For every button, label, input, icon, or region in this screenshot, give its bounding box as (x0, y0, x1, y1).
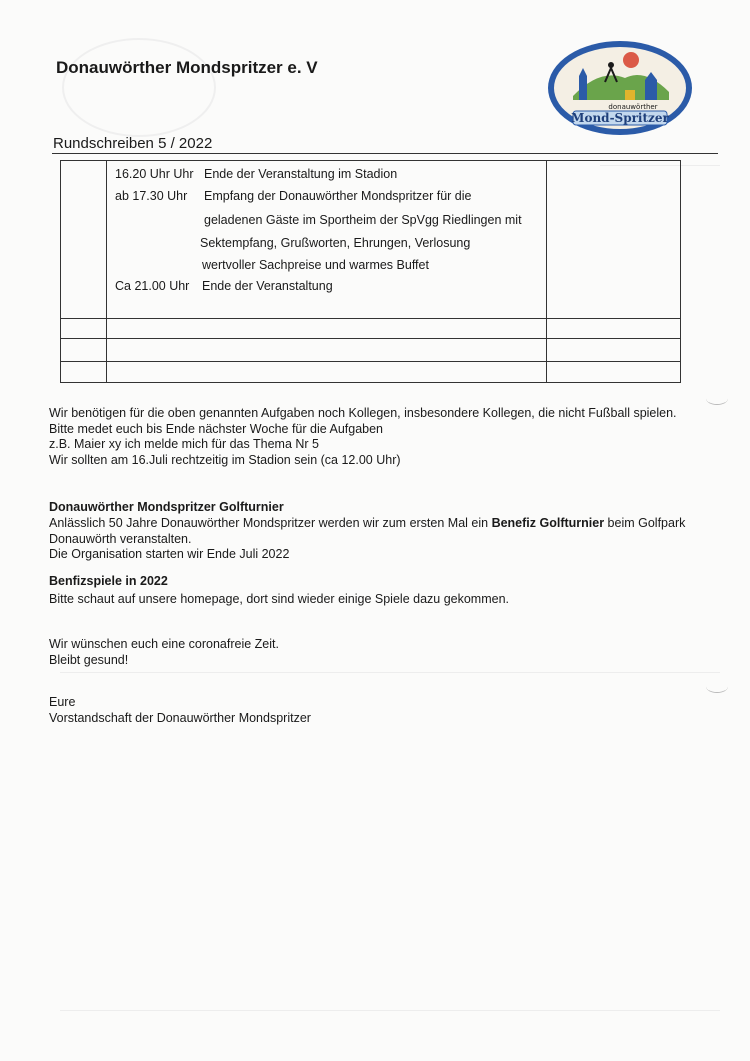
closing-line: Wir wünschen euch eine coronafreie Zeit. (49, 637, 279, 651)
club-logo (545, 38, 695, 138)
signup-instruction: Bitte medet euch bis Ende nächster Woche für die Aufgaben (49, 421, 384, 436)
circular-number: Rundschreiben 5 / 2022 (53, 135, 213, 152)
volunteer-request-text: Wir benötigen für die oben genannten Aufgaben noch Kollegen, insbesondere Kollegen, die nicht Fußball spielen. (49, 406, 677, 420)
signature-name: Vorstandschaft der Donauwörther Mondspritzer (49, 710, 311, 725)
schedule-table (60, 160, 681, 383)
bleed-through-line (60, 672, 720, 673)
table-row-divider (61, 338, 680, 339)
punch-hole-mark (706, 392, 728, 405)
bleed-through-logo (62, 38, 216, 137)
schedule-time: ab 17.30 Uhr (115, 189, 188, 203)
page-title: Donauwörther Mondspritzer e. V (56, 58, 318, 77)
golf-highlight: Benefiz Golfturnier (491, 516, 605, 530)
table-row-divider (61, 361, 680, 362)
logo-top-text: donauwörther (608, 103, 658, 111)
golf-text-end: beim Golfpark Donauwörth veranstalten. (49, 516, 686, 546)
volunteer-request (49, 406, 717, 468)
closing-wishes (49, 637, 717, 668)
logo-bottom-text: Mond-Spritzer (571, 111, 669, 125)
schedule-time: 16.20 Uhr Uhr (115, 167, 194, 181)
golf-paragraph (49, 516, 717, 563)
schedule-description: Sektempfang, Grußworten, Ehrungen, Verlosung (200, 236, 471, 250)
games-heading: Benfizspiele in 2022 (49, 574, 168, 588)
signup-example: z.B. Maier xy ich melde mich für das Thema Nr 5 (49, 437, 319, 451)
schedule-description: wertvoller Sachpreise und warmes Buffet (202, 258, 429, 272)
closing-line: Bleibt gesund! (49, 652, 129, 667)
schedule-description: Ende der Veranstaltung (202, 279, 333, 293)
signature-block (49, 695, 717, 726)
table-row-divider (61, 318, 680, 319)
schedule-description: Empfang der Donauwörther Mondspritzer für die (204, 189, 472, 203)
header-rule (52, 153, 718, 154)
golf-organisation: Die Organisation starten wir Ende Juli 2022 (49, 547, 290, 561)
schedule-description: geladenen Gäste im Sportheim der SpVgg Riedlingen mit (204, 213, 522, 227)
table-column-divider (106, 161, 107, 382)
closing-line: Eure (49, 695, 76, 709)
bleed-through-line (60, 1010, 720, 1011)
golf-heading: Donauwörther Mondspritzer Golfturnier (49, 500, 284, 514)
table-column-divider (546, 161, 547, 382)
schedule-description: Ende der Veranstaltung im Stadion (204, 167, 398, 181)
schedule-time: Ca 21.00 Uhr (115, 279, 190, 293)
golf-announcement (49, 516, 717, 547)
golf-text-start: Anlässlich 50 Jahre Donauwörther Mondspritzer werden wir zum ersten Mal ein (49, 516, 492, 530)
arrival-time: Wir sollten am 16.Juli rechtzeitig im Stadion sein (ca 12.00 Uhr) (49, 452, 401, 467)
games-text: Bitte schaut auf unsere homepage, dort sind wieder einige Spiele dazu gekommen. (49, 592, 510, 606)
punch-hole-mark (706, 680, 728, 693)
